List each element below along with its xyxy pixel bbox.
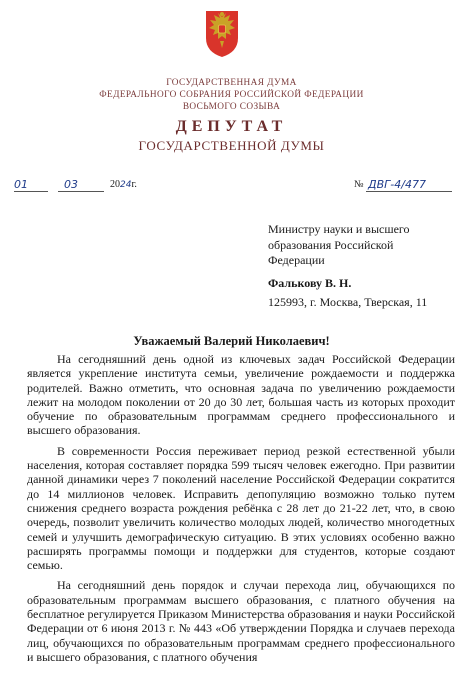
body-paragraph: В современности Россия переживает период резкой естественной убыли населения, которая составляет порядка 599 тысяч человек ежегодно. При развитии данной динамики через 7 поколений население Российской Федерации сократится до 14 миллионов человек. Исправить депопуляцию возможно только путем снижения среднего возраста рождения ребёнка с 28 лет до 21-22 лет, что, в свою очередь, позволит увеличить количество молодых людей, количество многодетных семей и улучшить демографическую ситуацию. В этих условиях особенно важно расширять программы помощи и поддержки для студентов, которые создают семью. bbox=[27, 443, 455, 573]
addressee-line-1: Министру науки и высшего bbox=[268, 222, 410, 236]
date-year-suffix-label: г. bbox=[131, 179, 137, 190]
salutation: Уважаемый Валерий Николаевич! bbox=[133, 334, 330, 348]
date-year bbox=[110, 179, 137, 190]
date-year-prefix: 20 bbox=[110, 179, 120, 190]
addressee-line-3: Федерации bbox=[268, 253, 325, 267]
organization-header bbox=[0, 77, 463, 113]
date-day-underline bbox=[14, 191, 48, 192]
document-number-field bbox=[354, 178, 454, 192]
date-year-suffix: 24 bbox=[120, 180, 132, 190]
russian-coat-of-arms-icon bbox=[205, 8, 239, 58]
number-underline bbox=[366, 191, 452, 192]
org-line-3: ВОСЬМОГО СОЗЫВА bbox=[182, 102, 281, 112]
body-paragraph: На сегодняшний день порядок и случаи перехода лиц, обучающихся по образовательным программам высшего образования, с платного обучения на бесплатное регулируется Приказом Министерства образования и науки Российской Федерации от 6 июня 2013 г. № 443 «Об утверждении Порядка и случаев перехода лиц, обучающихся по образовательным программам среднего профессионального и высшего образования, с платного обучения bbox=[27, 578, 455, 664]
date-field bbox=[14, 178, 142, 192]
addressee-name: Фалькову В. Н. bbox=[268, 275, 352, 290]
date-day: 01 bbox=[14, 178, 28, 191]
document-title: ДЕПУТАТ bbox=[175, 118, 288, 135]
body-paragraph: На сегодняшний день одной из ключевых задач Российской Федерации является укрепление института семьи, увеличение рождаемости и поддержка родителей. Важно отметить, что основная задача по увеличению рождаемости лежит на молодом поколении от 20 до 30 лет, большая часть из которых проходит обучение по образовательным программам среднего профессионального и высшего образования. bbox=[27, 352, 455, 438]
addressee-address: 125993, г. Москва, Тверская, 11 bbox=[268, 295, 428, 309]
date-month-underline bbox=[58, 191, 104, 192]
document-subtitle: ГОСУДАРСТВЕННОЙ ДУМЫ bbox=[138, 138, 325, 153]
letter-body bbox=[27, 352, 455, 670]
org-line-2: ФЕДЕРАЛЬНОГО СОБРАНИЯ РОССИЙСКОЙ ФЕДЕРАЦИИ bbox=[99, 90, 364, 100]
number-sign: № bbox=[354, 179, 364, 190]
org-line-1: ГОСУДАРСТВЕННАЯ ДУМА bbox=[166, 78, 297, 88]
document-number: ДВГ-4/477 bbox=[368, 178, 426, 191]
addressee-block bbox=[268, 222, 453, 311]
date-month: 03 bbox=[64, 178, 78, 191]
addressee-line-2: образования Российской bbox=[268, 237, 394, 252]
